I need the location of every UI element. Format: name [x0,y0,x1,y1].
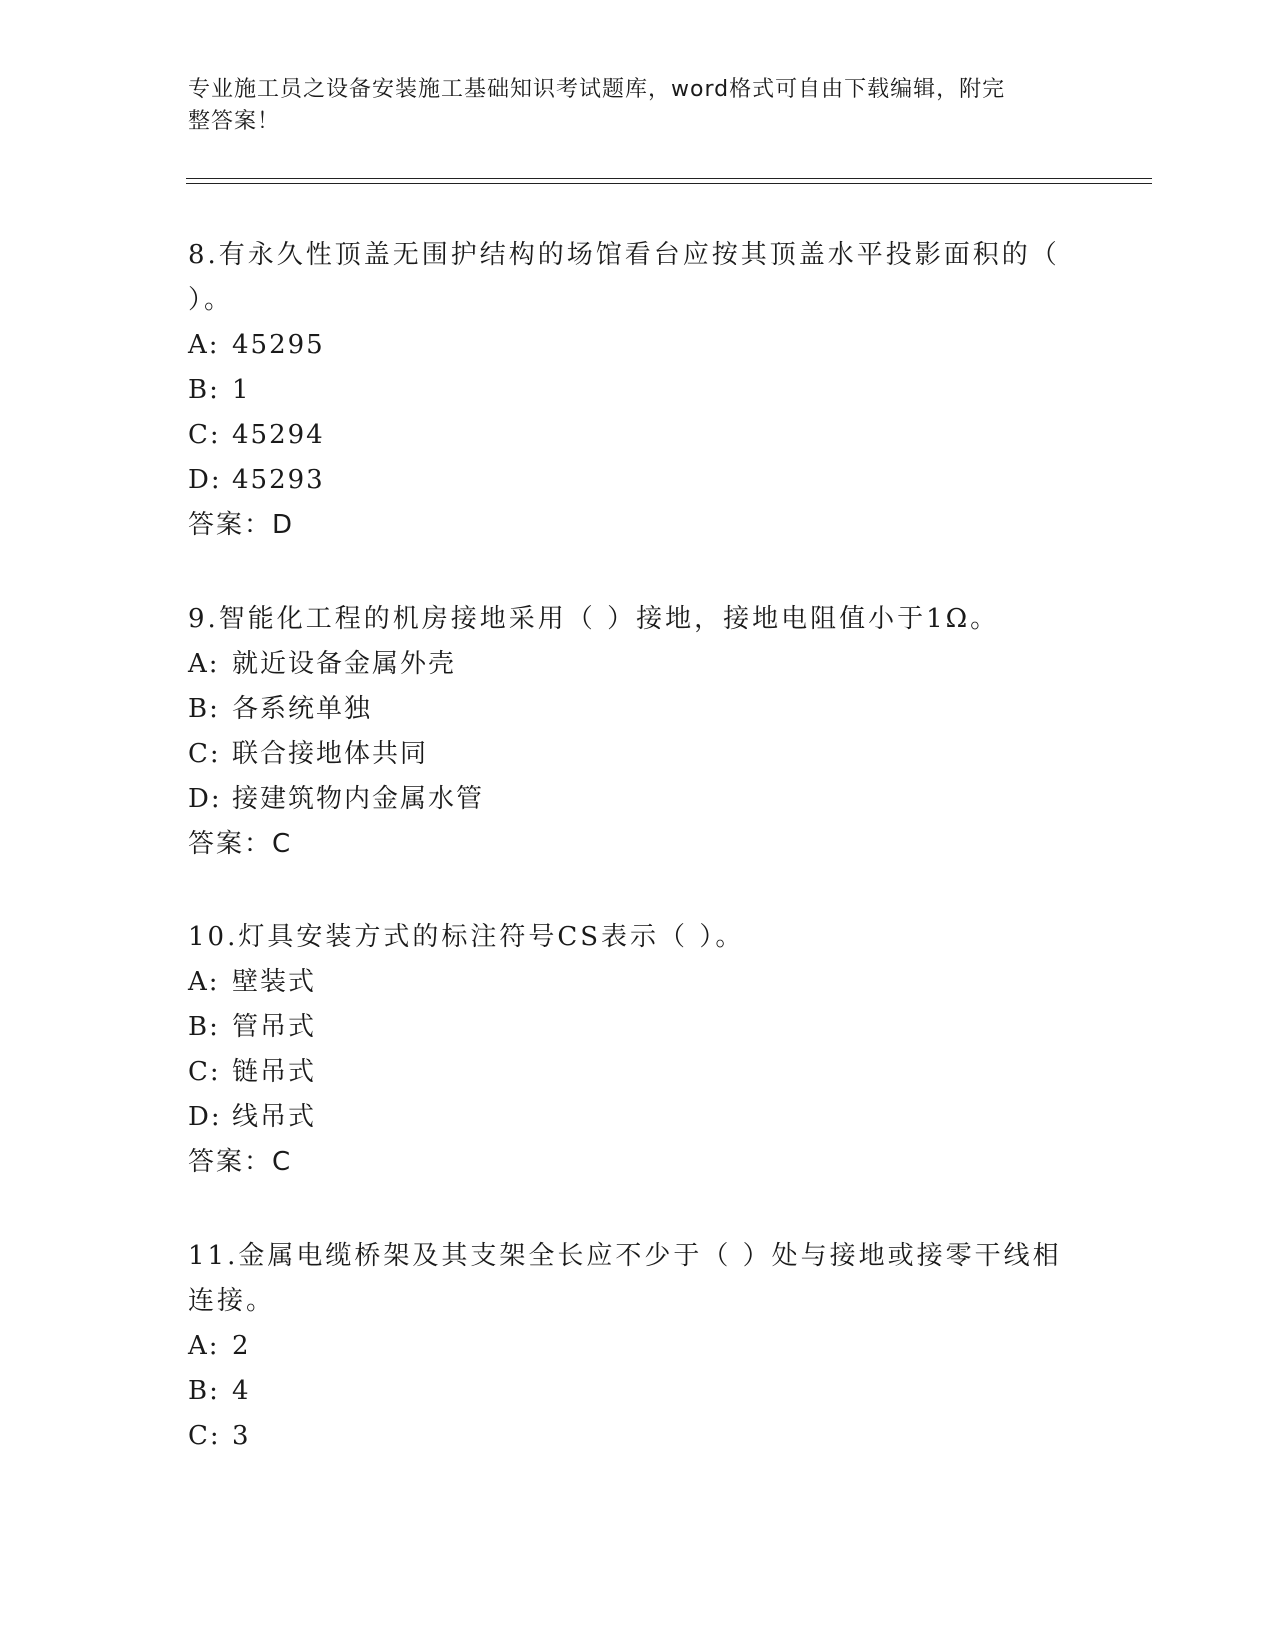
option-a [188,1324,1068,1369]
option-label: B: [188,1376,220,1406]
option-label: C: [188,420,221,450]
header-line-1: 专业施工员之设备安装施工基础知识考试题库，word格式可自由下载编辑，附完 [188,77,1006,102]
option-text: 接建筑物内金属水管 [232,784,485,814]
option-text: 各系统单独 [232,694,373,724]
option-b [188,368,1068,413]
option-label: D: [188,784,222,814]
question-8 [188,233,1068,548]
answer: 答案：C [188,1147,293,1177]
option-b [188,1369,1068,1414]
option-a [188,323,1068,368]
option-label: D: [188,465,222,495]
option-label: B: [188,1012,220,1042]
document-header [188,74,1068,138]
header-divider-bottom [186,183,1152,184]
option-text: 就近设备金属外壳 [232,649,457,679]
question-stem [188,597,1068,642]
option-text: 45295 [232,330,325,360]
option-label: B: [188,694,220,724]
option-text: 2 [232,1331,251,1361]
option-text: 1 [232,375,251,405]
header-divider-top [186,178,1152,179]
option-b [188,687,1068,732]
option-label: C: [188,739,221,769]
option-label: B: [188,375,220,405]
option-a [188,960,1068,1005]
option-label: D: [188,1102,222,1132]
option-text: 45293 [232,465,325,495]
option-label: C: [188,1057,221,1087]
option-text: 链吊式 [232,1057,317,1087]
question-stem [188,915,1068,960]
option-text: 线吊式 [232,1102,317,1132]
option-c [188,1414,1068,1459]
option-text: 3 [232,1421,251,1451]
option-c [188,1050,1068,1095]
option-text: 45294 [232,420,325,450]
option-d [188,1095,1068,1140]
question-stem [188,233,1068,323]
question-stem-line: 10.灯具安装方式的标注符号CS表示（ ）。 [188,922,745,952]
option-a [188,642,1068,687]
option-d [188,777,1068,822]
answer: 答案：D [188,510,295,540]
option-text: 管吊式 [232,1012,317,1042]
option-text: 4 [232,1376,251,1406]
header-line-2: 整答案！ [188,109,281,134]
option-label: A: [188,967,220,997]
question-stem-line: 连接。 [188,1286,276,1316]
answer: 答案：C [188,829,293,859]
option-label: A: [188,1331,220,1361]
option-label: A: [188,649,220,679]
option-label: C: [188,1421,221,1451]
option-c [188,413,1068,458]
option-text: 壁装式 [232,967,317,997]
option-label: A: [188,330,220,360]
question-stem-line: 8.有永久性顶盖无围护结构的场馆看台应按其顶盖水平投影面积的（ [188,240,1060,270]
question-11 [188,1234,1068,1459]
option-c [188,732,1068,777]
option-b [188,1005,1068,1050]
option-text: 联合接地体共同 [232,739,429,769]
question-9 [188,597,1068,867]
question-stem [188,1234,1068,1324]
option-d [188,458,1068,503]
question-stem-line: ）。 [188,285,234,315]
question-stem-line: 11.金属电缆桥架及其支架全长应不少于（ ）处与接地或接零干线相 [188,1241,1062,1271]
question-stem-line: 9.智能化工程的机房接地采用（ ）接地，接地电阻值小于1Ω。 [188,604,1000,634]
question-10 [188,915,1068,1185]
